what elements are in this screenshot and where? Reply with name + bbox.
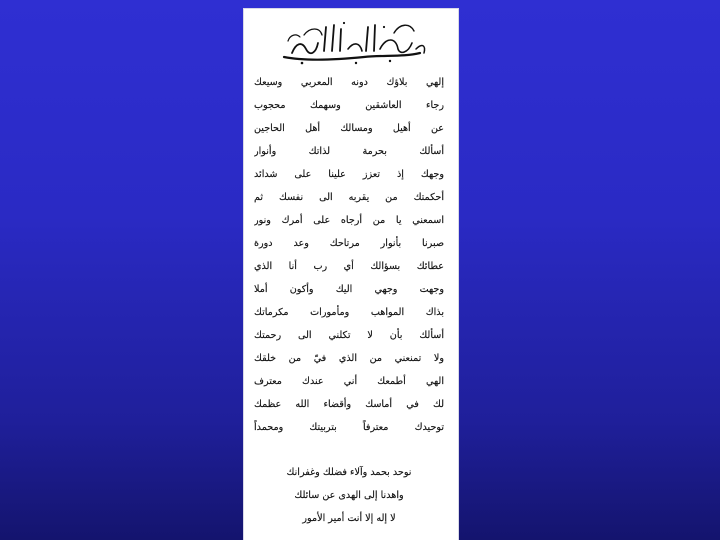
prayer-text-body <box>254 71 444 439</box>
text-line: وجهت وجهي اليك وأكون أملا <box>254 284 444 295</box>
text-line: الهي أطمعك أني عندك معترف <box>254 376 444 387</box>
text-line: صبرنا بأنوار مرتاحك وعد دورة <box>254 238 444 249</box>
closing-line: لا إله إلا أنت أمير الأمور <box>302 513 396 524</box>
basmala-text: بسم الله الرحمن الرحيم <box>345 67 357 68</box>
text-line: أحكمتك من يقربه الى نفسك ثم <box>254 192 444 203</box>
document-page <box>244 9 458 540</box>
text-line: لك في أماسك وأقضاء الله عظمك <box>254 399 444 410</box>
basmala-calligraphy <box>244 13 458 69</box>
text-line: رجاء العاشقين وسهمك محجوب <box>254 100 444 111</box>
text-line: اسمعني يا من أرجاه على أمرك ونور <box>254 215 444 226</box>
text-line: عطائك بسؤالك أي رب أنا الذي <box>254 261 444 272</box>
text-line: إلهي بلاؤك دونه المعربي وسيعك <box>254 77 444 88</box>
text-line: بذاك المواهب ومأمورات مكرماتك <box>254 307 444 318</box>
text-line: أسألك بأن لا تكلني الى رحمتك <box>254 330 444 341</box>
text-line: عن أهيل ومسالك أهل الحاجين <box>254 123 444 134</box>
closing-line: نوحد بحمد وآلاء فضلك وغفرانك <box>286 467 412 478</box>
text-line: أسألك بحرمة لذاتك وأنوار <box>254 146 444 157</box>
text-line: وجهك إذ تعزز علينا على شدائد <box>254 169 444 180</box>
text-line: ولا تمنعني من الذي فيّ من خلقك <box>254 353 444 364</box>
text-line: توحيدك معترفاً بتربيتك ومحمداً <box>254 422 444 433</box>
closing-line: واهدنا إلى الهدى عن سائلك <box>294 490 404 501</box>
closing-verse <box>254 461 444 530</box>
